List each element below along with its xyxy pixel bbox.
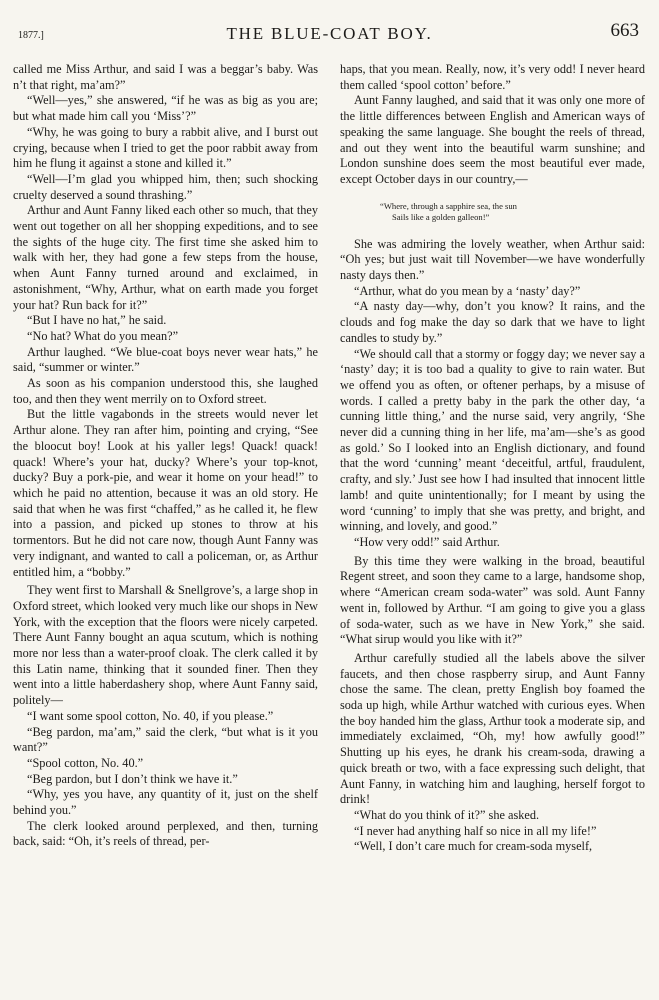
paragraph: “I want some spool cotton, No. 40, if you please.” [27,708,274,723]
right-column [340,62,645,855]
paragraph: “How very odd!” said Arthur. [354,534,500,549]
paragraph: “I never had anything half so nice in all my life!” [354,823,597,838]
paragraph: Arthur carefully studied all the labels above the silver faucets, and then chose raspberry sirup, and Aunt Fanny chose the same. The clean, pretty English boy foamed the soda up high, while Arthur watched with curious eyes. When the boy handed him the glass, Arthur took a moderate sip, and immediately exclaimed, “Oh, my! how awfully good!” Shutting up his eyes, he drank his cream-soda, drawing a quick breath or two, with a face expressing such delight, that Aunt Fanny, in watching him and laughing, herself forgot to drink! [340,650,645,807]
verse-line: “Where, through a sapphire sea, the sun [380,200,517,211]
paragraph: “No hat? What do you mean?” [27,328,179,343]
paragraph: Arthur and Aunt Fanny liked each other so much, that they went out together on all her shopping expeditions, and to see the sights of the huge city. The first time she asked him to walk with her, they had gone a few steps from the house, when Aunt Fanny turned around and exclaimed, in astonishment, “Why, Arthur, what on earth made you forget your hat? Run back for it?” [13,203,318,312]
paragraph: “Well—yes,” she answered, “if he was as big as you are; but what made him call you ‘Miss’?” [13,93,318,124]
verse-quotation [340,201,645,223]
paragraph: By this time they were walking in the broad, beautiful Regent street, and soon they came to a large, handsome shop, where “American cream soda-water” was sold. Aunt Fanny went in, followed by Arthur. “I am going to give you a glass of soda-water, such as we have in New York,” she said. “What sirup would you like with it?” [340,553,645,647]
paragraph: “Well—I’m glad you whipped him, then; such shocking cruelty deserved a sound thrashing.” [13,171,318,202]
paragraph: “Spool cotton, No. 40.” [27,755,144,770]
paragraph: “Arthur, what do you mean by a ‘nasty’ day?” [354,283,581,298]
paragraph: She was admiring the lovely weather, when Arthur said: “Oh yes; but just wait till November—we have wonderfully nasty days then.” [340,236,645,283]
paragraph: “Why, yes you have, any quantity of it, just on the shelf behind you.” [13,787,318,818]
paragraph: As soon as his companion understood this, she laughed too, and then they went merrily on to Oxford street. [13,376,318,406]
paragraph: “Why, he was going to bury a rabbit alive, and I burst out crying, because when I tried to get the poor rabbit away from him he flung it against a stone and killed it.” [13,124,318,171]
paragraph: “Well, I don’t care much for cream-soda myself, [354,839,593,854]
page-number: 663 [610,20,639,41]
verse-line: Sails like a golden galleon!” [392,211,490,222]
paragraph: called me Miss Arthur, and said I was a beggar’s baby. Was n’t that right, ma’am?” [13,62,318,92]
paragraph: “Beg pardon, ma’am,” said the clerk, “but what is it you want?” [13,724,318,755]
paragraph: “But I have no hat,” he said. [27,313,167,328]
paragraph: “What do you think of it?” she asked. [354,807,540,822]
page-header [18,18,641,44]
issue-date: 1877.] [18,30,44,41]
paragraph: They went first to Marshall & Snellgrove’s, a large shop in Oxford street, which looked very much like our shops in New York, with the exception that the floors were nicely carpeted. There Aunt Fanny bought an aqua scutum, which is nothing more nor less than a water-proof cloak. The clerk called it by this Latin name, thinking that it sounded finer. Then they went into a little haberdashery shop, where Aunt Fanny said, politely— [13,583,318,708]
paragraph: haps, that you mean. Really, now, it’s very odd! I never heard them called ‘spool cotton’ before.” [340,62,645,92]
paragraph: “Beg pardon, but I don’t think we have it.” [27,771,238,786]
left-column [13,62,318,850]
paragraph: “We should call that a stormy or foggy day; we never say a ‘nasty’ day; it is too bad a quality to give to rain water. But we offend you as often, or oftener perhaps, by a misuse of words. I called a pretty baby in the park the other day, ‘a cunning little thing,’ and the nurse said, very angrily, ‘She never did a cunning thing in her life, ma’am—she’s as good as gold.’ So I looked into an English dictionary, and found that the word ‘cunning’ meant ‘deceitful, artful, fraudulent, crafty, and sly.’ Just see how I had insulted that innocent little lamb! and quite unintentionally; for I meant by using the word ‘cunning’ to imply that she was pretty, and bright, and winning, and lovely, and good.” [340,346,645,534]
paragraph: The clerk looked around perplexed, and then, turning back, said: “Oh, it’s reels of thread, per- [13,818,318,849]
paragraph: Arthur laughed. “We blue-coat boys never wear hats,” he said, “summer or winter.” [13,344,318,375]
paragraph: Aunt Fanny laughed, and said that it was only one more of the little differences between English and American ways of speaking the same language. She bought the reels of thread, and out they went into the beautiful warm sunshine; and London sunshine does seem the most beautiful ever made, except October days in our country,— [340,93,645,186]
paragraph: “A nasty day—why, don’t you know? It rains, and the clouds and fog make the day so dark that we have to light candles to study by.” [340,299,645,345]
paragraph: But the little vagabonds in the streets would never let Arthur alone. They ran after him, pointing and crying, “See the bloocut boy! Look at his yaller legs! Quack! quack! quack! Where’s your hat, ducky? Where’s your top-knot, ducky? Buy a pork-pie, and wear it home on your head!” to which he paid no attention, because it was an old story. He said that when he was first “chaffed,” as he called it, he flew into a passion, and picked up stones to throw at his tormentors. But he did not care now, though Aunt Fanny was very indignant, and wanted to call a policeman, or, as Arthur entitled him, a “bobby.” [13,407,318,579]
running-title: THE BLUE-COAT BOY. [226,24,433,43]
